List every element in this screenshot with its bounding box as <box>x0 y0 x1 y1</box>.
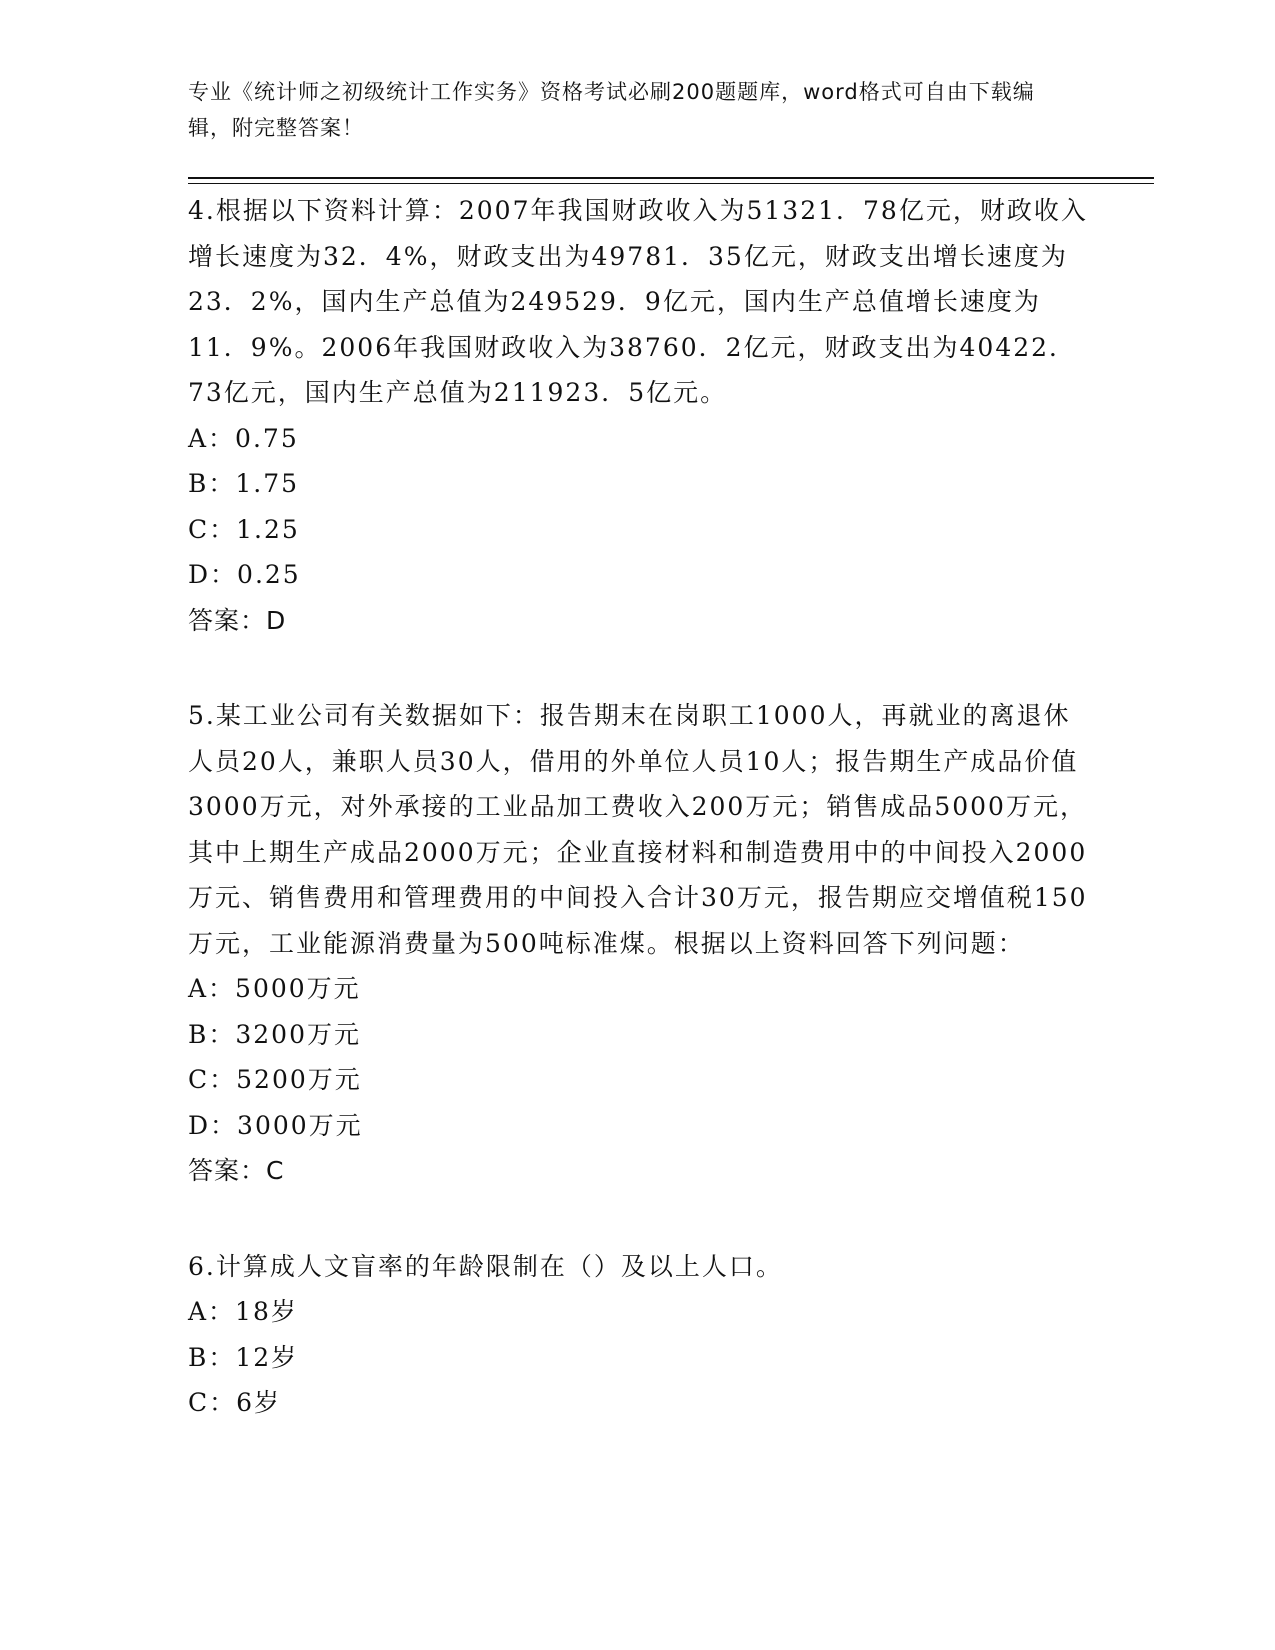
question-4 <box>188 188 1088 643</box>
option-a: A：18岁 <box>188 1297 298 1326</box>
option-a: A：5000万元 <box>188 974 361 1003</box>
question-5 <box>188 693 1088 1194</box>
option-b: B：12岁 <box>188 1342 299 1372</box>
option-d: D：3000万元 <box>188 1110 363 1140</box>
answer-label: 答案：C <box>188 1156 285 1185</box>
question-stem: 6.计算成人文盲率的年龄限制在（）及以上人口。 <box>188 1251 783 1281</box>
header-divider-thin <box>188 183 1154 184</box>
option-d: D：0.25 <box>188 560 301 589</box>
header-divider-thick <box>188 177 1154 179</box>
document-header: 专业《统计师之初级统计工作实务》资格考试必刷200题题库，word格式可自由下载编辑，附完整答案！ <box>188 80 1035 140</box>
option-c: C：6岁 <box>188 1388 282 1417</box>
option-c: C：1.25 <box>188 514 300 544</box>
question-stem: 4.根据以下资料计算：2007年我国财政收入为51321．78亿元，财政收入增长速度为32．4%，财政支出为49781．35亿元，财政支出增长速度为23．2%，国内生产总值为249529．9亿元，国内生产总值增长速度为11．9%。2006年我国财政收入为38760．2亿元，财政支出为40422．73亿元，国内生产总值为211923．5亿元。 <box>188 196 1088 407</box>
option-b: B：1.75 <box>188 469 300 498</box>
question-list <box>188 188 1088 1476</box>
question-stem: 5.某工业公司有关数据如下：报告期末在岗职工1000人，再就业的离退休人员20人，兼职人员30人，借用的外单位人员10人；报告期生产成品价值3000万元，对外承接的工业品加工费收入200万元；销售成品5000万元，其中上期生产成品2000万元；企业直接材料和制造费用中的中间投入2000万元、销售费用和管理费用的中间投入合计30万元，报告期应交增值税150万元，工业能源消费量为500吨标准煤。根据以上资料回答下列问题： <box>188 701 1088 958</box>
answer-label: 答案：D <box>188 605 287 635</box>
option-a: A：0.75 <box>188 423 299 453</box>
question-6 <box>188 1244 1088 1426</box>
option-b: B：3200万元 <box>188 1019 361 1049</box>
option-c: C：5200万元 <box>188 1065 362 1094</box>
